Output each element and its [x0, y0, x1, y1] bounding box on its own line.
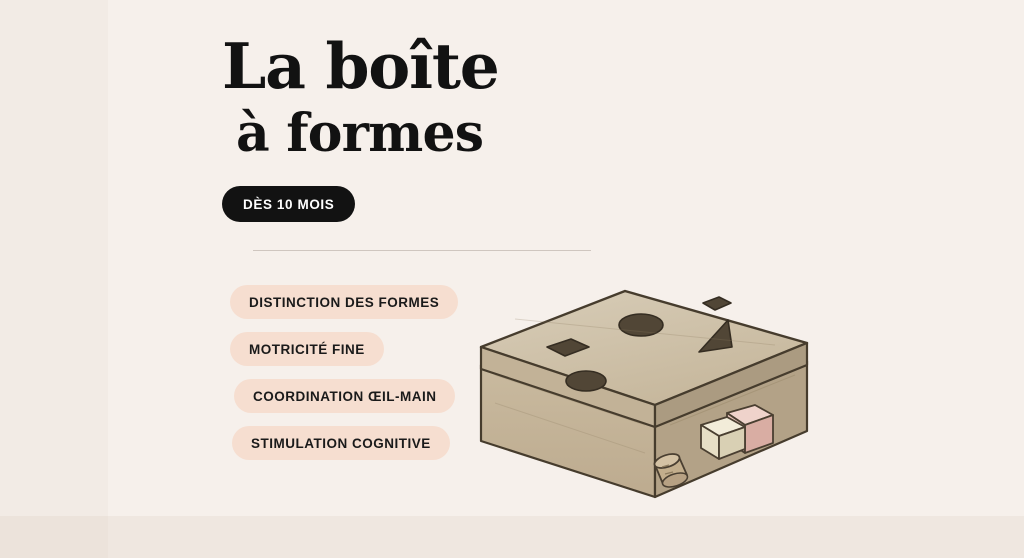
circle-hole-lower: [566, 371, 606, 391]
shape-sorter-box-illustration: [455, 235, 875, 525]
background-left-strip: [0, 0, 108, 558]
skill-tag: DISTINCTION DES FORMES: [230, 285, 458, 319]
background-bottom-left-block: [0, 516, 108, 558]
skill-tag: COORDINATION ŒIL-MAIN: [234, 379, 455, 413]
age-badge: DÈS 10 MOIS: [222, 186, 355, 222]
skill-tag: MOTRICITÉ FINE: [230, 332, 384, 366]
page-title-line-1: La boîte: [222, 29, 499, 103]
skill-tag: STIMULATION COGNITIVE: [232, 426, 450, 460]
page-title-line-2: à formes: [236, 102, 484, 164]
diamond-hole: [703, 297, 731, 310]
